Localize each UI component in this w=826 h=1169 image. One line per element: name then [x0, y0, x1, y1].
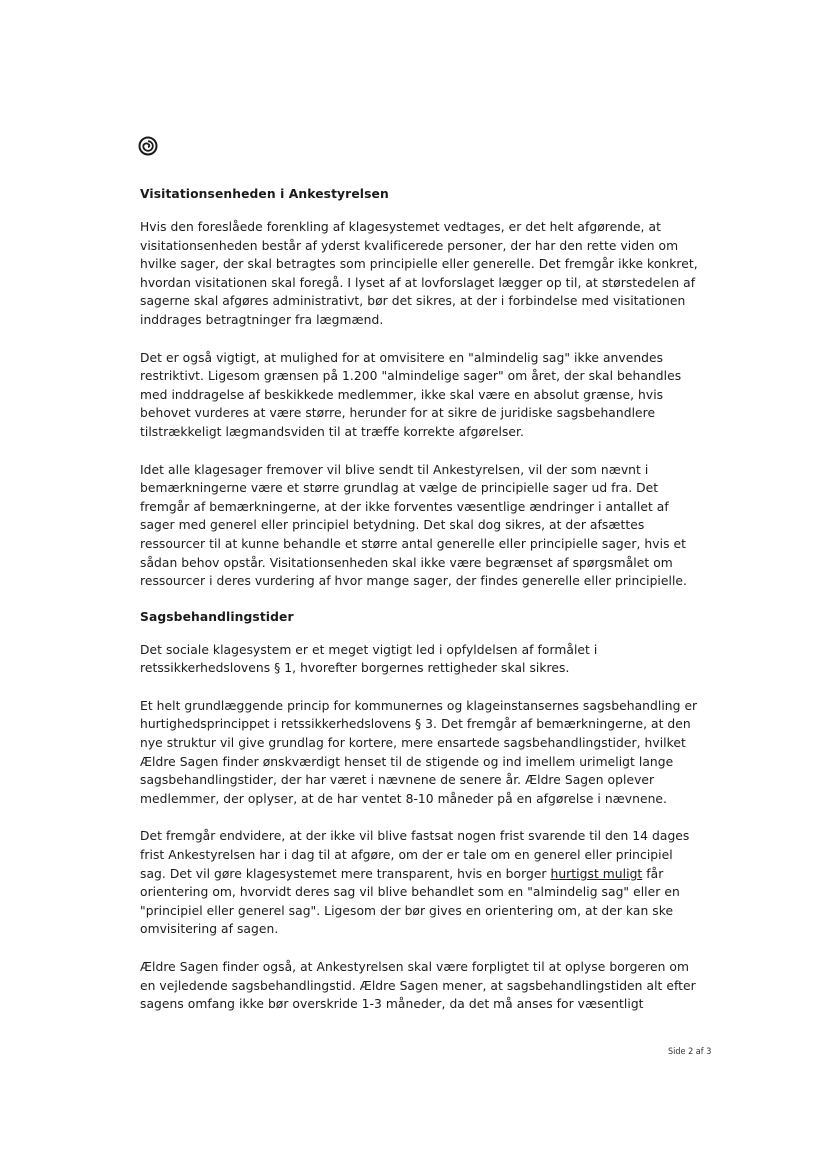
- paragraph: Et helt grundlæggende princip for kommunernes og klageinstansernes sagsbehandling er hurtighedsprincippet i retssikkerhedslovens § 3. Det fremgår af bemærkningerne, at den nye struktur vil give grundlag for kortere, mere ensartede sagsbehandlingstider, hvilket Ældre Sagen finder ønskværdigt henset til de stigende og ind imellem urimeligt lange sagsbehandlingstider, der har været i nævnene de senere år. Ældre Sagen oplever medlemmer, der oplyser, at de har ventet 8-10 måneder på en afgørelse i nævnene.: [140, 698, 698, 806]
- paragraph-text: får orientering om, hvorvidt deres sag vil blive behandlet som en "almindelig sag" eller en "principiel eller generel sag". Ligesom der bør gives en orientering om, at der kan ske omvisitering af sagen.: [140, 866, 680, 937]
- document-body: [140, 187, 700, 1033]
- paragraph: Det er også vigtigt, at mulighed for at omvisitere en "almindelig sag" ikke anvendes restriktivt. Ligesom grænsen på 1.200 "almindelige sager" om året, der skal behandles med inddragelse af beskikkede medlemmer, ikke skal være en absolut grænse, hvis behovet vurderes at være større, herunder for at sikre de juridiske sagsbehandlere tilstrækkeligt lægmandsviden til at træffe korrekte afgørelser.: [140, 350, 682, 439]
- paragraph-text: Det fremgår endvidere, at der ikke vil blive fastsat nogen frist svarende til den 14 dages frist Ankestyrelsen har i dag til at afgøre, om der er tale om en generel eller principiel sag. Det vil gøre klagesystemet mere transparent, hvis en borger: [140, 829, 690, 881]
- paragraph: Ældre Sagen finder også, at Ankestyrelsen skal være forpligtet til at oplyse borgeren om en vejledende sagsbehandlingstid. Ældre Sagen mener, at sagsbehandlingstiden alt efter sagens omfang ikke bør overskride 1-3 måneder, da det må anses for væsentligt: [140, 960, 696, 1012]
- spiral-logo-icon: [138, 136, 158, 156]
- paragraph: Hvis den foreslåede forenkling af klagesystemet vedtages, er det helt afgørende, at visitationsenheden består af yderst kvalificerede personer, der har den rette viden om hvilke sager, der skal betragtes som principielle eller generelle. Det fremgår ikke konkret, hvordan visitationen skal foregå. I lyset af at lovforslaget lægger op til, at størstedelen af sagerne skal afgøres administrativt, bør det sikres, at der i forbindelse med visitationen inddrages betragtninger fra lægmænd.: [140, 220, 698, 327]
- paragraph: [140, 827, 700, 939]
- underlined-phrase: hurtigst muligt: [550, 866, 643, 881]
- paragraph: Idet alle klagesager fremover vil blive sendt til Ankestyrelsen, vil der som nævnt i bemærkningerne være et større grundlag at vælge de principielle sager ud fra. Det fremgår af bemærkningerne, at der ikke forventes væsentlige ændringer i antallet af sager med generel eller principiel betydning. Det skal dog sikres, at der afsættes ressourcer til at kunne behandle et større antal generelle eller principielle sager, hvis et sådan behov opstår. Visitationsenheden skal ikke være begrænset af spørgsmålet om ressourcer i deres vurdering af hvor mange sager, der findes generelle eller principielle.: [140, 462, 688, 589]
- paragraph: Det sociale klagesystem er et meget vigtigt led i opfyldelsen af formålet i retssikkerhedslovens § 1, hvorefter borgernes rettigheder skal sikres.: [140, 642, 598, 676]
- page-number: Side 2 af 3: [668, 1047, 712, 1057]
- section-heading-sagsbehandlingstider: Sagsbehandlingstider: [140, 609, 294, 624]
- section-heading-visitation: Visitationsenheden i Ankestyrelsen: [140, 187, 389, 201]
